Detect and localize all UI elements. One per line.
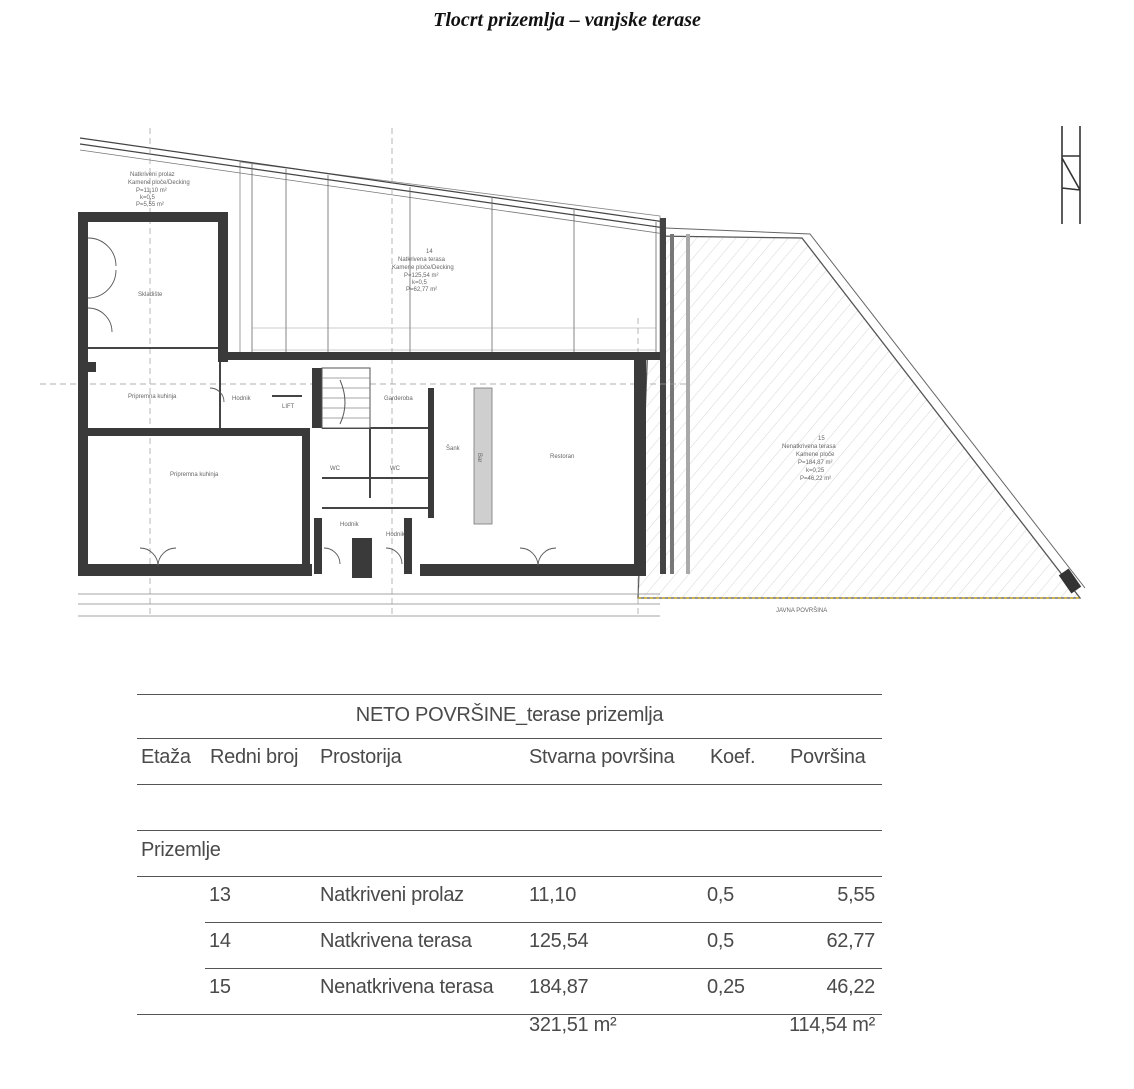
header-prostorija: Prostorija xyxy=(320,746,402,768)
table-row-14-area: 62,77 xyxy=(826,930,875,952)
terrace-15-area xyxy=(638,236,1080,598)
header-redni-broj: Redni broj xyxy=(210,746,299,768)
room-hall3: Hodnik xyxy=(386,532,405,538)
table-row-14-actual: 125,54 xyxy=(529,930,589,952)
room-kitchen: Pripremna kuhinja xyxy=(170,472,219,478)
table-title: NETO POVRŠINE_terase prizemlja xyxy=(355,704,664,726)
room-wc2: WC xyxy=(390,466,400,472)
group-prizemlje: Prizemlje xyxy=(141,839,221,861)
room-15-coef: k=0,25 xyxy=(806,468,825,474)
room-13-name: Natkriveni prolaz xyxy=(130,172,175,178)
room-14-net: P=62,77 m² xyxy=(406,287,438,293)
table-row-14-coef: 0,5 xyxy=(707,930,734,952)
room-14-name: Natkrivena terasa xyxy=(398,257,446,263)
table-row-15-actual: 184,87 xyxy=(529,976,589,998)
room-15-num: 15 xyxy=(818,436,825,442)
room-15-net: P=46,22 m² xyxy=(800,476,832,482)
table-row-15-room: Nenatkrivena terasa xyxy=(320,976,494,998)
room-15-name: Nenatkrivena terasa xyxy=(782,444,836,450)
floor-plan xyxy=(40,118,1100,628)
room-bar-counter: Bar xyxy=(476,453,482,463)
table-row-13-num: 13 xyxy=(209,884,231,906)
room-13-sub: Kamene ploče/Decking xyxy=(128,180,190,186)
header-povrsina: Površina xyxy=(790,746,866,768)
table-row-13-actual: 11,10 xyxy=(529,884,577,906)
table-row-15-coef: 0,25 xyxy=(707,976,745,998)
table-row-14-room: Natkrivena terasa xyxy=(320,930,472,952)
table-row-13-room: Natkriveni prolaz xyxy=(320,884,464,906)
room-prep: Pripremna kuhinja xyxy=(128,394,177,400)
total-actual: 321,51 m² xyxy=(529,1014,617,1036)
room-14-coef: k=0,5 xyxy=(412,280,427,286)
room-hall1: Hodnik xyxy=(232,396,251,402)
room-15-area: P=184,87 m² xyxy=(798,460,833,466)
north-arrow-icon xyxy=(1062,126,1080,224)
room-13-net: P=5,55 m² xyxy=(136,202,164,208)
room-lift: LIFT xyxy=(282,404,295,410)
public-area-label: JAVNA POVRŠINA xyxy=(776,608,828,614)
table-row-13-area: 5,55 xyxy=(837,884,875,906)
header-etaza: Etaža xyxy=(141,746,191,768)
room-13-coef: k=0,5 xyxy=(140,195,155,201)
room-hall2: Hodnik xyxy=(340,522,359,528)
table-row-15-num: 15 xyxy=(209,976,231,998)
room-dining: Restoran xyxy=(550,454,575,460)
table-row-15-area: 46,22 xyxy=(826,976,875,998)
header-koef: Koef. xyxy=(710,746,756,768)
table-row-13-coef: 0,5 xyxy=(707,884,734,906)
room-14-num: 14 xyxy=(426,249,433,255)
header-stvarna-povrsina: Stvarna površina xyxy=(529,746,675,768)
room-14-area: P=125,54 m² xyxy=(404,273,439,279)
room-14-sub: Kamene ploče/Decking xyxy=(392,265,454,271)
room-15-sub: Kamene ploče xyxy=(796,452,835,458)
total-area: 114,54 m² xyxy=(789,1014,875,1036)
room-staff: Garderoba xyxy=(384,396,413,402)
page-title: Tlocrt prizemlja – vanjske terase xyxy=(433,9,701,31)
room-bar: Šank xyxy=(446,446,460,452)
room-13-area: P=11,10 m² xyxy=(136,188,167,194)
table-row-14-num: 14 xyxy=(209,930,231,952)
room-storage: Skladište xyxy=(138,292,163,298)
room-wc1: WC xyxy=(330,466,340,472)
